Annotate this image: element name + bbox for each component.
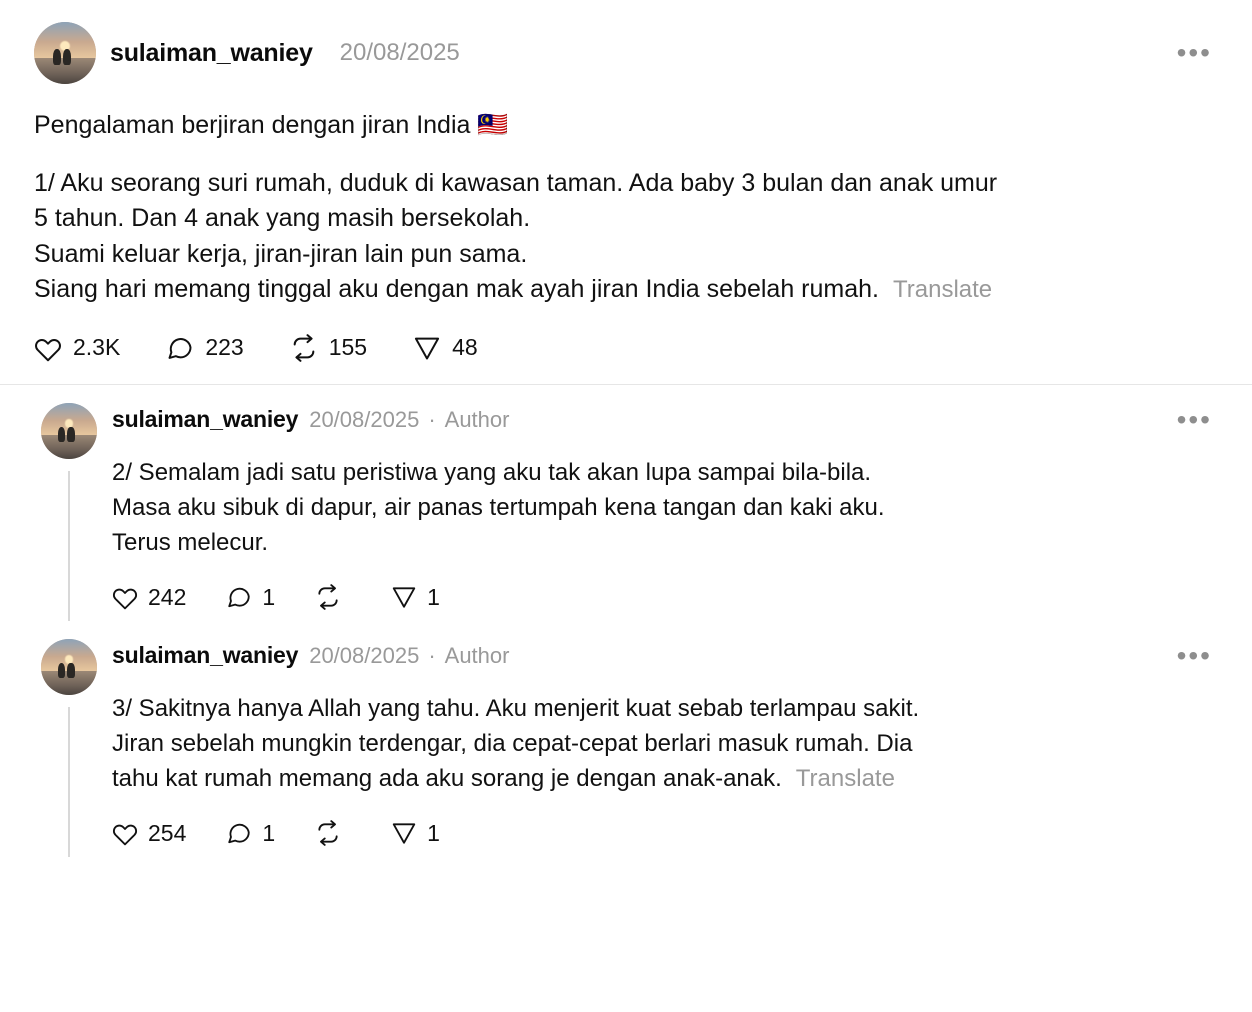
comment-icon — [226, 584, 252, 610]
reply-body — [112, 455, 1218, 560]
more-options-icon[interactable]: ••• — [1176, 37, 1212, 68]
reply-timestamp: 20/08/2025 — [309, 642, 420, 668]
repost-icon — [290, 334, 318, 362]
root-post-actions — [34, 334, 1218, 362]
reply-line: Terus melecur. — [112, 528, 269, 556]
avatar-image-figure — [63, 49, 71, 65]
translate-button[interactable]: Translate — [795, 764, 895, 792]
reply-actions — [112, 584, 1218, 611]
thread-connector-line — [68, 471, 70, 621]
avatar-image-figure — [58, 427, 65, 442]
reply-item — [0, 621, 1252, 857]
avatar-image-figure — [67, 427, 74, 442]
root-post-body — [34, 108, 1218, 308]
reply-actions — [112, 820, 1218, 847]
root-post-paragraph — [34, 166, 1218, 308]
share-count: 48 — [452, 334, 478, 360]
share-button[interactable] — [391, 584, 440, 611]
comment-button[interactable] — [166, 334, 243, 362]
repost-count: 155 — [328, 334, 368, 360]
avatar-image-figure — [53, 49, 61, 65]
like-count: 242 — [148, 583, 187, 610]
separator-dot: · — [428, 406, 436, 432]
share-count: 1 — [427, 583, 440, 610]
comment-count: 223 — [205, 334, 244, 360]
root-post-username[interactable]: sulaiman_waniey — [110, 38, 313, 67]
avatar-image-figure — [67, 663, 74, 678]
thread-connector-line — [68, 707, 70, 857]
reply-content — [104, 385, 1218, 621]
translate-button[interactable]: Translate — [892, 276, 993, 303]
heart-icon — [112, 820, 138, 846]
author-badge: Author — [444, 406, 510, 432]
like-button[interactable] — [34, 334, 120, 362]
root-post-line: Suami keluar kerja, jiran-jiran lain pun sama. — [34, 239, 528, 268]
reply-timestamp: 20/08/2025 — [309, 406, 420, 432]
share-button[interactable] — [391, 820, 440, 847]
root-post-timestamp: 20/08/2025 — [339, 39, 460, 66]
repost-button[interactable] — [290, 334, 367, 362]
avatar[interactable] — [34, 22, 96, 84]
like-count: 2.3K — [73, 334, 121, 360]
avatar[interactable] — [41, 639, 97, 695]
reply-username[interactable]: sulaiman_waniey — [112, 406, 299, 432]
comment-count: 1 — [262, 583, 276, 610]
reply-thread-column — [34, 385, 104, 621]
reply-line: tahu kat rumah memang ada aku sorang je dengan anak-anak. — [112, 764, 782, 792]
reply-content — [104, 621, 1218, 857]
share-icon — [391, 820, 417, 846]
reply-thread-column — [34, 621, 104, 857]
reply-line: 2/ Semalam jadi satu peristiwa yang aku tak akan lupa sampai bila-bila. — [112, 458, 872, 486]
root-post-line: Siang hari memang tinggal aku dengan mak ayah jiran India sebelah rumah. — [34, 275, 879, 303]
reply-header — [112, 403, 1218, 437]
reply-body — [112, 691, 1218, 796]
comment-button[interactable] — [226, 584, 275, 611]
like-button[interactable] — [112, 584, 186, 611]
reply-line: Masa aku sibuk di dapur, air panas tertumpah kena tangan dan kaki aku. — [112, 493, 885, 521]
comment-icon — [226, 820, 252, 846]
separator-dot: · — [428, 642, 436, 668]
share-icon — [391, 584, 417, 610]
heart-icon — [34, 334, 62, 362]
root-post-header — [34, 22, 1218, 84]
reply-line: 3/ Sakitnya hanya Allah yang tahu. Aku menjerit kuat sebab terlampau sakit. — [112, 694, 920, 722]
reply-line-with-translate — [112, 761, 1218, 796]
reply-header — [112, 639, 1218, 673]
repost-icon — [315, 584, 341, 610]
share-icon — [413, 334, 441, 362]
share-button[interactable] — [413, 334, 478, 362]
more-options-icon[interactable]: ••• — [1176, 639, 1212, 671]
root-post-title-line: Pengalaman berjiran dengan jiran India 🇲🇾 — [34, 111, 509, 139]
more-options-icon[interactable]: ••• — [1176, 403, 1212, 435]
reply-item — [0, 385, 1252, 621]
heart-icon — [112, 584, 138, 610]
reply-line: Jiran sebelah mungkin terdengar, dia cepat-cepat berlari masuk rumah. Dia — [112, 729, 913, 757]
repost-icon — [315, 820, 341, 846]
root-post-line: 5 tahun. Dan 4 anak yang masih bersekolah. — [34, 204, 531, 232]
author-badge: Author — [444, 642, 510, 668]
avatar[interactable] — [41, 403, 97, 459]
root-post — [0, 0, 1252, 385]
repost-button[interactable] — [315, 820, 351, 846]
like-count: 254 — [148, 819, 187, 846]
repost-button[interactable] — [315, 584, 351, 610]
like-button[interactable] — [112, 820, 186, 847]
root-post-line-with-translate — [34, 272, 1218, 308]
reply-username[interactable]: sulaiman_waniey — [112, 642, 299, 669]
root-post-line: 1/ Aku seorang suri rumah, duduk di kawasan taman. Ada baby 3 bulan dan anak umur — [34, 168, 998, 197]
avatar-image-figure — [58, 663, 65, 678]
comment-icon — [166, 334, 194, 362]
comment-count: 1 — [262, 819, 276, 846]
share-count: 1 — [427, 819, 440, 846]
comment-button[interactable] — [226, 820, 275, 847]
